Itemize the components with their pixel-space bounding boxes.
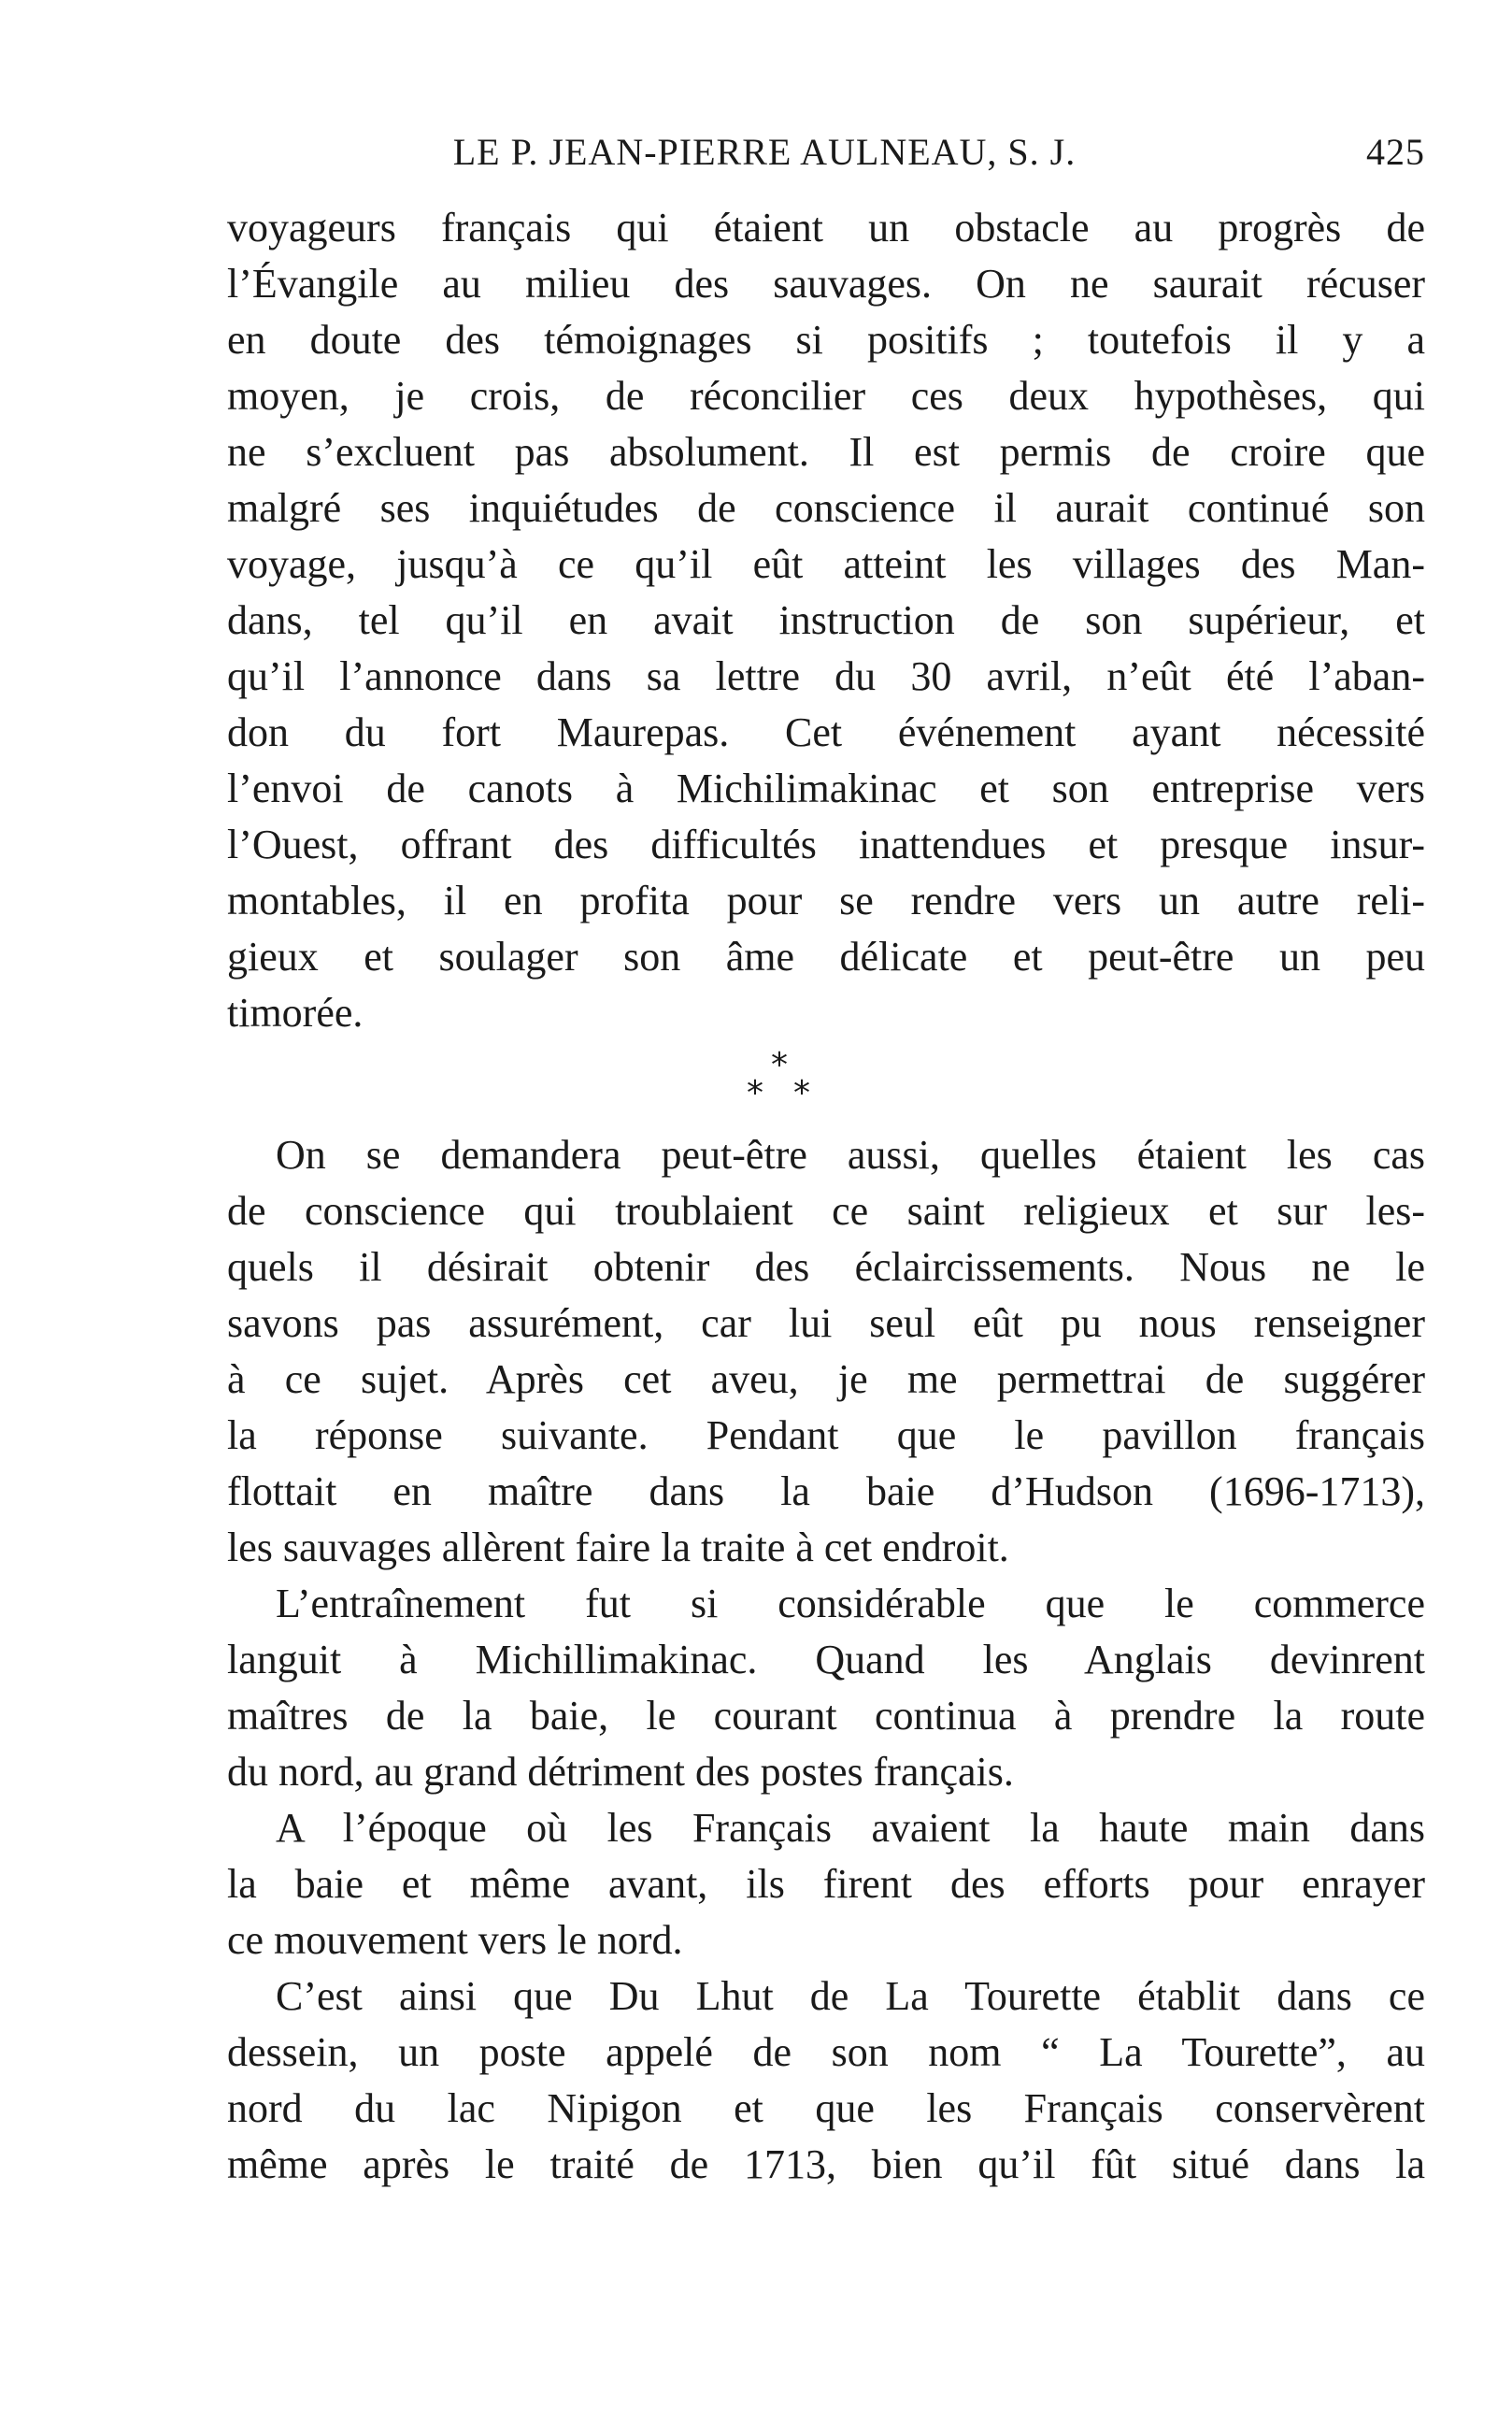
- text-line: même après le traité de 1713, bien qu’il fût situé dans la: [227, 2141, 1425, 2187]
- paragraph: [227, 1800, 1425, 1968]
- page-number: 425: [1366, 131, 1425, 173]
- text-line: A l’époque où les Français avaient la haute main dans: [276, 1805, 1425, 1851]
- asterism-star: *: [793, 1074, 810, 1112]
- text-line: la baie et même avant, ils firent des efforts pour enrayer: [227, 1861, 1425, 1907]
- text-line: gieux et soulager son âme délicate et peut-être un peu: [227, 934, 1425, 980]
- text-line: voyageurs français qui étaient un obstacle au progrès de: [227, 205, 1425, 250]
- text-line: flottait en maître dans la baie d’Hudson (1696-1713),: [227, 1468, 1425, 1514]
- asterism-star: *: [747, 1074, 763, 1112]
- text-line: savons pas assurément, car lui seul eût pu nous renseigner: [227, 1300, 1425, 1346]
- text-line: C’est ainsi que Du Lhut de La Tourette établit dans ce: [276, 1973, 1425, 2019]
- text-line: malgré ses inquiétudes de conscience il aurait continué son: [227, 485, 1425, 531]
- text-line: l’Évangile au milieu des sauvages. On ne saurait récuser: [227, 261, 1425, 307]
- text-line: L’entraînement fut si considérable que le commerce: [276, 1581, 1425, 1626]
- text-line: moyen, je crois, de réconcilier ces deux hypothèses, qui: [227, 373, 1425, 419]
- text-line: de conscience qui troublaient ce saint religieux et sur les-: [227, 1188, 1425, 1234]
- paragraph: [227, 200, 1425, 1041]
- text-line: les sauvages allèrent faire la traite à cet endroit.: [227, 1524, 1009, 1570]
- text-line: On se demandera peut-être aussi, quelles étaient les cas: [276, 1132, 1425, 1178]
- asterism-star: *: [771, 1046, 788, 1084]
- text-line: dessein, un poste appelé de son nom “ La Tourette”, au: [227, 2029, 1425, 2075]
- text-line: quels il désirait obtenir des éclaircissements. Nous ne le: [227, 1244, 1425, 1290]
- running-head: [227, 126, 1425, 179]
- body-text: [227, 200, 1425, 2193]
- text-line: à ce sujet. Après cet aveu, je me permettrai de suggérer: [227, 1356, 1425, 1402]
- text-line: ne s’excluent pas absolument. Il est permis de croire que: [227, 429, 1425, 475]
- text-line: don du fort Maurepas. Cet événement ayant nécessité: [227, 709, 1425, 755]
- paragraph: [227, 1576, 1425, 1800]
- text-line: dans, tel qu’il en avait instruction de son supérieur, et: [227, 597, 1425, 643]
- text-line: l’Ouest, offrant des difficultés inattendues et presque insur-: [227, 822, 1425, 867]
- text-line: ce mouvement vers le nord.: [227, 1917, 683, 1963]
- section-asterism: [227, 1041, 1425, 1127]
- text-line: maîtres de la baie, le courant continua à prendre la route: [227, 1693, 1425, 1739]
- running-title: LE P. JEAN-PIERRE AULNEAU, S. J.: [452, 131, 1077, 173]
- text-line: voyage, jusqu’à ce qu’il eût atteint les villages des Man-: [227, 541, 1425, 587]
- text-line: en doute des témoignages si positifs ; toutefois il y a: [227, 317, 1425, 363]
- text-line: languit à Michillimakinac. Quand les Anglais devinrent: [227, 1637, 1425, 1682]
- text-line: l’envoi de canots à Michilimakinac et son entreprise vers: [227, 766, 1425, 811]
- paragraph: [227, 1968, 1425, 2193]
- paragraph: [227, 1127, 1425, 1576]
- text-line: du nord, au grand détriment des postes français.: [227, 1749, 1014, 1795]
- text-line: qu’il l’annonce dans sa lettre du 30 avril, n’eût été l’aban-: [227, 653, 1425, 699]
- text-line: montables, il en profita pour se rendre vers un autre reli-: [227, 878, 1425, 923]
- text-line: timorée.: [227, 990, 364, 1036]
- text-line: la réponse suivante. Pendant que le pavillon français: [227, 1412, 1425, 1458]
- text-line: nord du lac Nipigon et que les Français conservèrent: [227, 2085, 1425, 2131]
